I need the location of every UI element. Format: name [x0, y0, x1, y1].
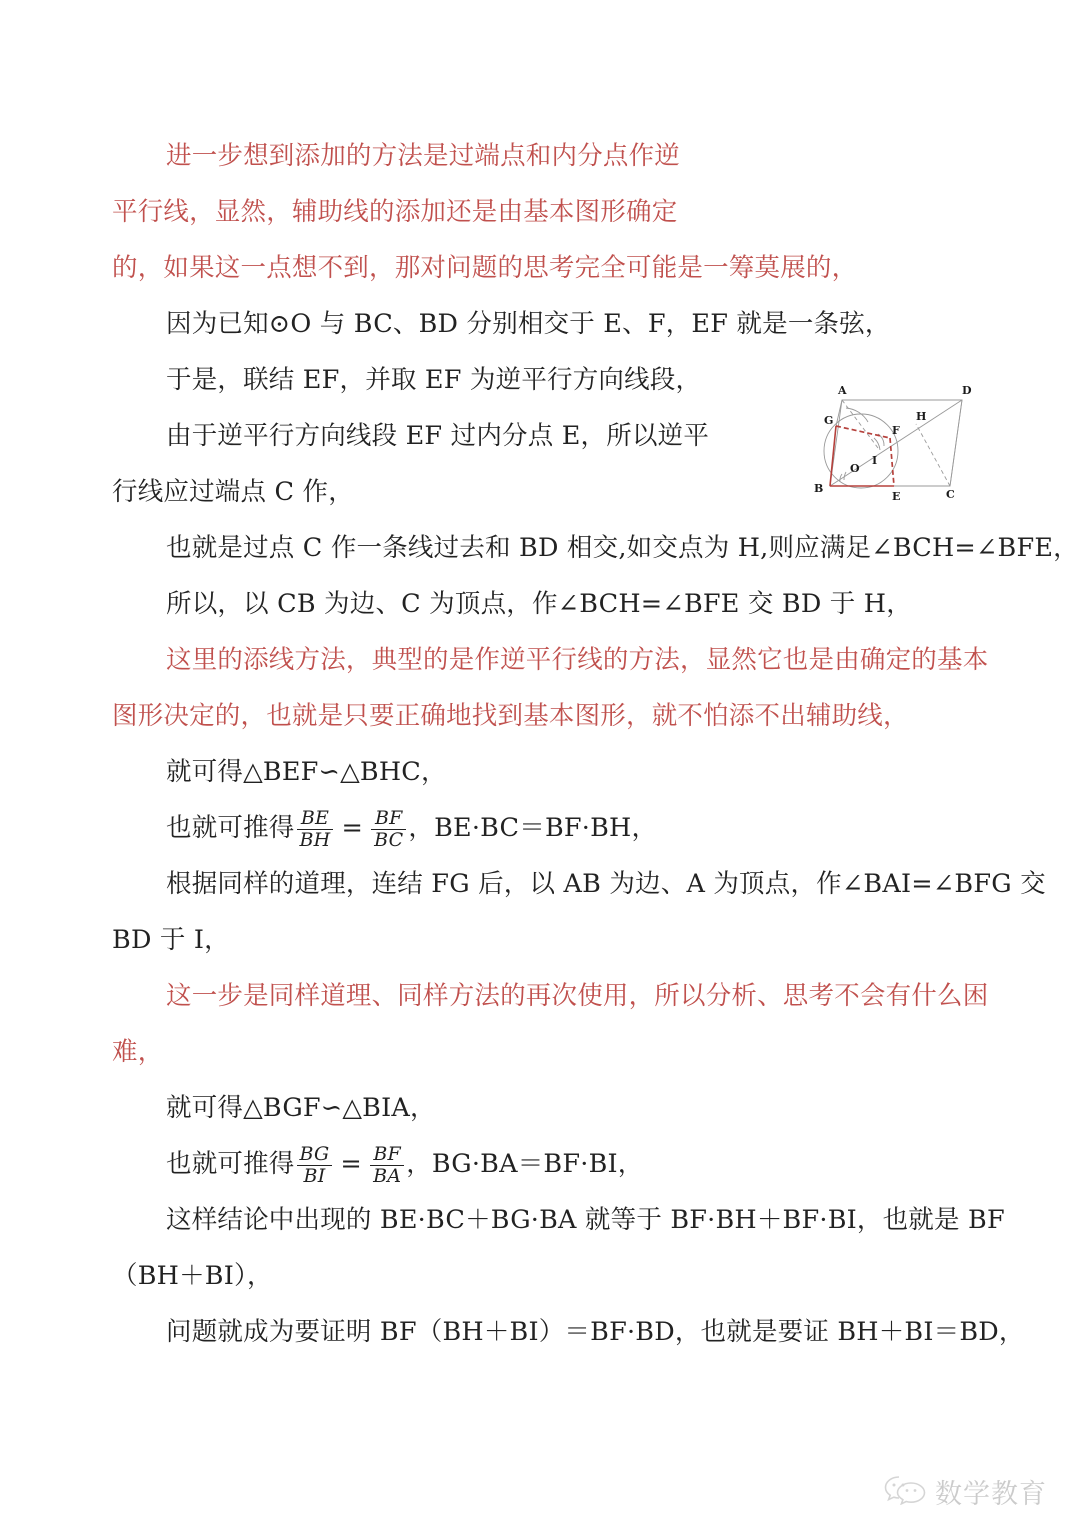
text-line: 这一步是同样道理、同样方法的再次使用，所以分析、思考不会有什么困: [166, 981, 989, 1011]
fraction-denominator: BC: [371, 829, 406, 850]
segment-gf-red-dashed: [836, 426, 890, 438]
fraction-numerator: BE: [300, 807, 330, 830]
label-a: A: [838, 384, 847, 397]
fraction-denominator: BI: [297, 1165, 333, 1186]
fraction-bf-ba: [370, 1144, 404, 1185]
text-line: 就可得△BEF∽△BHC，: [166, 757, 447, 787]
fraction-numerator: BF: [373, 1143, 401, 1166]
paragraph-8: [112, 744, 992, 800]
formula-2-lead: 也就可推得: [166, 1149, 295, 1179]
equals-sign: =: [340, 1149, 363, 1179]
text-line: 就可得△BGF∽△BIA，: [166, 1093, 436, 1123]
text-line: （BH＋BI），: [112, 1261, 273, 1291]
formula-1-lead: 也就可推得: [166, 813, 295, 843]
paragraph-12: [112, 1080, 992, 1136]
text-line: 所以，以 CB 为边、C 为顶点，作∠BCH=∠BFE 交 BD 于 H，: [166, 589, 912, 619]
text-line: BD 于 I，: [112, 925, 230, 955]
angle-arc-f2: [874, 438, 880, 450]
segment-dc: [950, 400, 962, 486]
fraction-denominator: BA: [370, 1165, 404, 1186]
document-body: [112, 128, 1079, 1360]
label-f: F: [892, 424, 900, 437]
label-o: O: [850, 462, 860, 475]
text-line: 进一步想到添加的方法是过端点和内分点作逆: [166, 141, 681, 171]
label-i: I: [872, 454, 878, 467]
footer-watermark: [884, 1462, 1070, 1520]
text-line: 根据同样的道理，连结 FG 后，以 AB 为边、A 为顶点，作∠BAI=∠BFG 交: [166, 869, 1046, 899]
formula-1: [112, 800, 992, 856]
paragraph-14: [112, 1192, 1005, 1304]
text-line: 的，如果这一点想不到，那对问题的思考完全可能是一筹莫展的，: [112, 253, 858, 283]
fraction-denominator: BH: [297, 829, 334, 850]
formula-1-tail: ，BE·BC＝BF·BH，: [408, 813, 658, 843]
text-line: 问题就成为要证明 BF（BH＋BI）＝BF·BD，也就是要证 BH＋BI＝BD，: [166, 1317, 1025, 1347]
formula-line-1: [112, 800, 992, 856]
paragraph-6: [112, 576, 992, 632]
wechat-icon: [884, 1473, 926, 1509]
fraction-bg-bi: [297, 1144, 333, 1185]
text-line: 这里的添线方法，典型的是作逆平行线的方法，显然它也是由确定的基本: [166, 645, 989, 675]
text-line: 难，: [112, 1037, 164, 1067]
label-b: B: [814, 482, 824, 495]
text-line: 因为已知⊙O 与 BC、BD 分别相交于 E、F，EF 就是一条弦，: [166, 309, 891, 339]
text-line: 由于逆平行方向线段 EF 过内分点 E，所以逆平: [166, 421, 710, 451]
paragraph-11: [112, 968, 992, 1080]
paragraph-10: [112, 856, 1046, 968]
label-g: G: [824, 414, 834, 427]
watermark-label: 数学教育: [935, 1478, 1047, 1510]
text-line: 平行线，显然，辅助线的添加还是由基本图形确定: [112, 197, 678, 227]
paragraph-15: [112, 1304, 1025, 1360]
paragraph-7: [112, 632, 992, 744]
label-h: H: [916, 410, 927, 423]
label-e: E: [892, 490, 901, 503]
segment-ch: [916, 424, 950, 486]
fraction-bf-bc: [371, 808, 406, 849]
geometry-figure: [806, 376, 998, 508]
label-c: C: [946, 488, 955, 501]
equals-sign: =: [341, 813, 364, 843]
text-line: 也就是过点 C 作一条线过去和 BD 相交,如交点为 H,则应满足∠BCH=∠BFE，: [166, 533, 1079, 563]
text-line: 这样结论中出现的 BE·BC＋BG·BA 就等于 BF·BH＋BF·BI，也就是 BF: [166, 1205, 1005, 1235]
text-line: 图形决定的，也就是只要正确地找到基本图形，就不怕添不出辅助线，: [112, 701, 909, 731]
paragraph-2: [112, 296, 992, 352]
fraction-be-bh: [297, 808, 334, 849]
fraction-numerator: BF: [374, 807, 403, 830]
formula-2: [112, 1136, 992, 1192]
paragraph-1: [112, 128, 992, 296]
fraction-numerator: BG: [299, 1143, 330, 1166]
formula-2-tail: ，BG·BA＝BF·BI，: [406, 1149, 644, 1179]
label-d: D: [962, 384, 972, 397]
text-line: 于是，联结 EF，并取 EF 为逆平行方向线段，: [166, 365, 702, 395]
formula-line-2: [112, 1136, 992, 1192]
text-line: 行线应过端点 C 作，: [112, 477, 354, 507]
paragraph-5: [112, 520, 1079, 576]
segment-ai: [842, 400, 878, 448]
